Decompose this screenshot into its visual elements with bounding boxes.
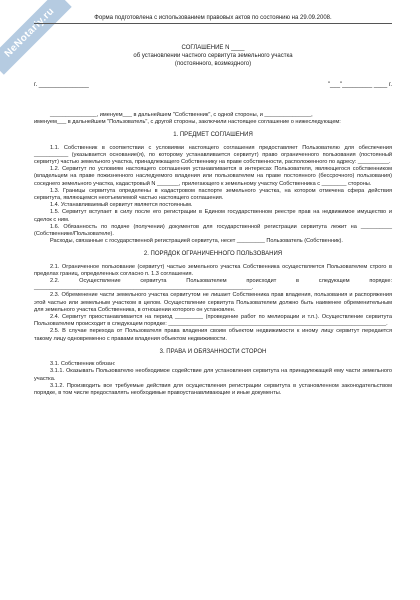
paragraph: 3.1.1. Оказывать Пользователю необходимое содействие для установления сервитута на принадлежащей ему части земельного участка. [34,368,392,382]
paragraph: _______________, именуем___ в дальнейшем "Собственник", с одной стороны, и _______________, [50,112,313,118]
paragraph: 2.2. Осуществление сервитута Пользователем происходит в следующем порядке: ______________________________________________________________________. [34,278,392,292]
document-subtitle: об установлении частного сервитута земельного участка [133,53,293,59]
paragraph: 1.5. Сервитут вступает в силу после его регистрации в Едином государственном реестре прав на недвижимое имущество и сделок с ним. [34,209,392,223]
document-title: СОГЛАШЕНИЕ N ____ [181,45,245,51]
document-body [34,112,392,397]
section-heading: 2. ПОРЯДОК ОГРАНИЧЕННОГО ПОЛЬЗОВАНИЯ [143,251,283,258]
title-block [34,44,392,68]
paragraph: 3.1.2. Производить все требуемые действия для осуществления регистрации сервитута в установленном законодательством порядке, в том числе предоставлять необходимые правоустанавливающие и иные документы. [34,382,392,396]
top-note: Форма подготовлена с использованием правовых актов по состоянию на 29.09.2008. [34,14,392,24]
section-heading: 1. ПРЕДМЕТ СОГЛАШЕНИЯ [173,132,253,139]
paragraph: 3.1. Собственник обязан: [50,361,116,368]
watermark: NeNotariy.ru [0,0,72,75]
paragraph: именуем___ в дальнейшем "Пользователь", с другой стороны, заключили настоящее соглашение о нижеследующем: [34,119,341,126]
paragraph: 1.4. Устанавливаемый сервитут является постоянным. [50,202,193,209]
paragraph: 2.1. Ограниченное пользование (сервитут) частью земельного участка Собственника осуществляется Пользователем строго в пределах границ, определенных согласно п. 1.3 соглашения. [34,263,392,277]
paragraph: Расходы, связанные с государственной регистрацией сервитута, несет _________ Пользователь (Собственник). [50,238,343,245]
place-field: г. _______________ [34,82,89,88]
date-field: "___"_________ ____ г. [327,82,392,88]
document-subtitle-note: (постоянного, возмездного) [174,61,252,67]
section-heading: 3. ПРАВА И ОБЯЗАННОСТИ СТОРОН [159,348,267,355]
paragraph: 1.3. Границы сервитута определены в кадастровом паспорте земельного участка, на котором отмечена сфера действия сервитута, являющемся неотъемлемой частью настоящего соглашения. [34,187,392,202]
paragraph: 1.1. Собственник в соответствии с условиями настоящего соглашения предоставляет Пользователю для обеспечения ___________ (указывается основание(я), по которому устанавливается сервитут) право ограниченного пользования (постоянный сервитут) частью земельного участка, принадлежащего Собственнику на праве собственности, расположенного по адресу: __________. [34,144,392,166]
paragraph: 1.6. Обязанность по подаче (получении) документов для государственной регистрации сервитута лежит на __________ (Собственнике/Пользователе). [34,223,392,238]
paragraph: 2.4. Сервитут приостанавливается на период _________ (проведение работ по мелиорации и т.п.). Осуществление сервитута Пользователем происходит в следующем порядке: ______________________________________________________________________. [34,314,392,328]
place-date-line [34,81,392,89]
paragraph: 2.3. Обременение части земельного участка сервитутом не лишает Собственника прав владения, пользования и распоряжения этой частью или земельным участком в целом. Осуществление сервитута Пользователем должно быть наименее обременительным для земельного участка Собственника, в отношении которого он установлен. [34,292,392,313]
paragraph: 2.5. В случае перехода от Пользователя права владения своим объектом недвижимости к иному лицу сервитут передается такому лицу одновременно с правами владения объектом недвижимости. [34,328,392,342]
paragraph: 1.2. Сервитут по условиям настоящего соглашения устанавливается в интересах Пользователя, являющегося собственником (владельцем на праве пожизненного наследуемого владения или пользователем на праве постоянного (бессрочного) пользования) соседнего земельного участка, кадастровый N _______, прилегающего к земельному участку Собственника с ________ стороны. [34,166,392,187]
